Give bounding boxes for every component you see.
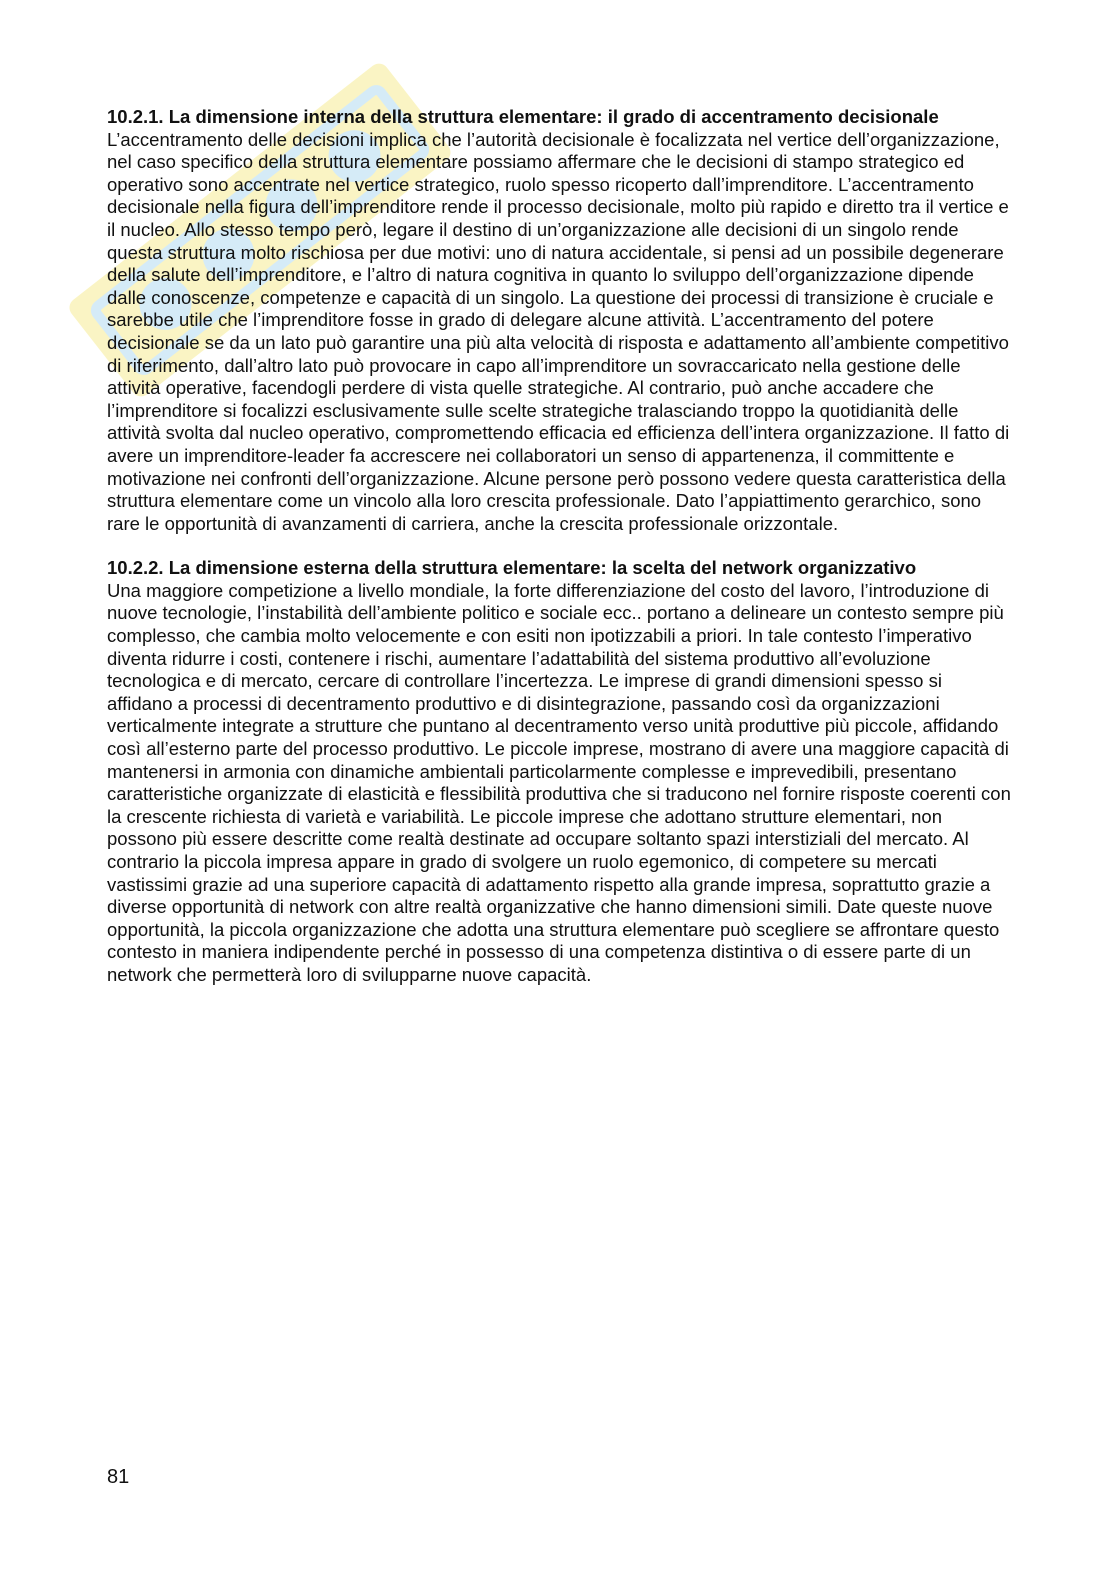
page-number: 81 [107,1466,130,1488]
section-paragraph: Una maggiore competizione a livello mondiale, la forte differenziazione del costo del lavoro, l’introduzione di nuove tecnologie, l’instabilità dell’ambiente politico e sociale ecc.. portano a delineare un contesto sempre più complesso, che cambia molto velocemente e con esiti non ipotizzabili a priori. In tale contesto l’imperativo diventa ridurre i costi, contenere i rischi, aumentare l’adattabilità del sistema produttivo all’evoluzione tecnologica e di mercato, cercare di controllare l’incertezza. Le imprese di grandi dimensioni spesso si affidano a processi di decentramento produttivo e di disintegrazione, passando così da organizzazioni verticalmente integrate a strutture che puntano al decentramento verso unità produttive più piccole, affidando così all’esterno parte del processo produttivo. Le piccole imprese, mostrano di avere una maggiore capacità di mantenersi in armonia con dinamiche ambientali particolarmente complesse e imprevedibili, presentano caratteristiche organizzate di elasticità e flessibilità produttiva che si traducono nel fornire risposte coerenti con la crescente richiesta di varietà e variabilità. Le piccole imprese che adottano strutture elementari, non possono più essere descritte come realtà destinate ad occupare soltanto spazi interstiziali del mercato. Al contrario la piccola impresa appare in grado di svolgere un ruolo egemonico, di competere su mercati vastissimi grazie ad una superiore capacità di adattamento rispetto alla grande impresa, soprattutto grazie a diverse opportunità di network con altre realtà organizzative che hanno dimensioni simili. Date queste nuove opportunità, la piccola organizzazione che adotta una struttura elementare può scegliere se affrontare questo contesto in maniera indipendente perché in possesso di una competenza distintiva o di essere parte di un network che permetterà loro di svilupparne nuove capacità. [107,579,1011,985]
section-internal-dimension [107,106,1012,535]
document-content [107,106,1012,1009]
section-external-dimension [107,557,1012,986]
section-heading: 10.2.2. La dimensione esterna della struttura elementare: la scelta del network organizzativo [107,557,917,579]
section-heading: 10.2.1. La dimensione interna della struttura elementare: il grado di accentramento decisionale [107,106,939,127]
section-paragraph: L’accentramento delle decisioni implica che l’autorità decisionale è focalizzata nel vertice dell’organizzazione, nel caso specifico della struttura elementare possiamo affermare che le decisioni di stampo strategico ed operativo sono accentrate nel vertice strategico, ruolo spesso ricoperto dall’imprenditore. L’accentramento decisionale nella figura dell’imprenditore rende il processo decisionale, molto più rapido e diretto tra il vertice e il nucleo. Allo stesso tempo però, legare il destino di un’organizzazione alle decisioni di un singolo rende questa struttura molto rischiosa per due motivi: uno di natura accidentale, si pensi ad un possibile degenerare della salute dell’imprenditore, e l’altro di natura cognitiva in quanto lo sviluppo dell’organizzazione dipende dalle conoscenze, competenze e capacità di un singolo. La questione dei processi di transizione è cruciale e sarebbe utile che l’imprenditore fosse in grado di delegare alcune attività. L’accentramento del potere decisionale se da un lato può garantire una più alta velocità di risposta e adattamento all’ambiente competitivo di riferimento, dall’altro lato può provocare in capo all’imprenditore un sovraccaricato nella gestione delle attività operative, facendogli perdere di vista quelle strategiche. Al contrario, può anche accadere che l’imprenditore si focalizzi esclusivamente sulle scelte strategiche tralasciando troppo la quotidianità delle attività svolta dal nucleo operativo, compromettendo efficacia ed efficienza dell’intera organizzazione. Il fatto di avere un imprenditore-leader fa accrescere nei collaboratori un senso di appartenenza, il committente e motivazione nei confronti dell’organizzazione. Alcune persone però possono vedere questa caratteristica della struttura elementare come un vincolo alla loro crescita professionale. Dato l’appiattimento gerarchico, sono rare le opportunità di avanzamenti di carriera, anche la crescita professionale orizzontale. [107,128,1010,534]
